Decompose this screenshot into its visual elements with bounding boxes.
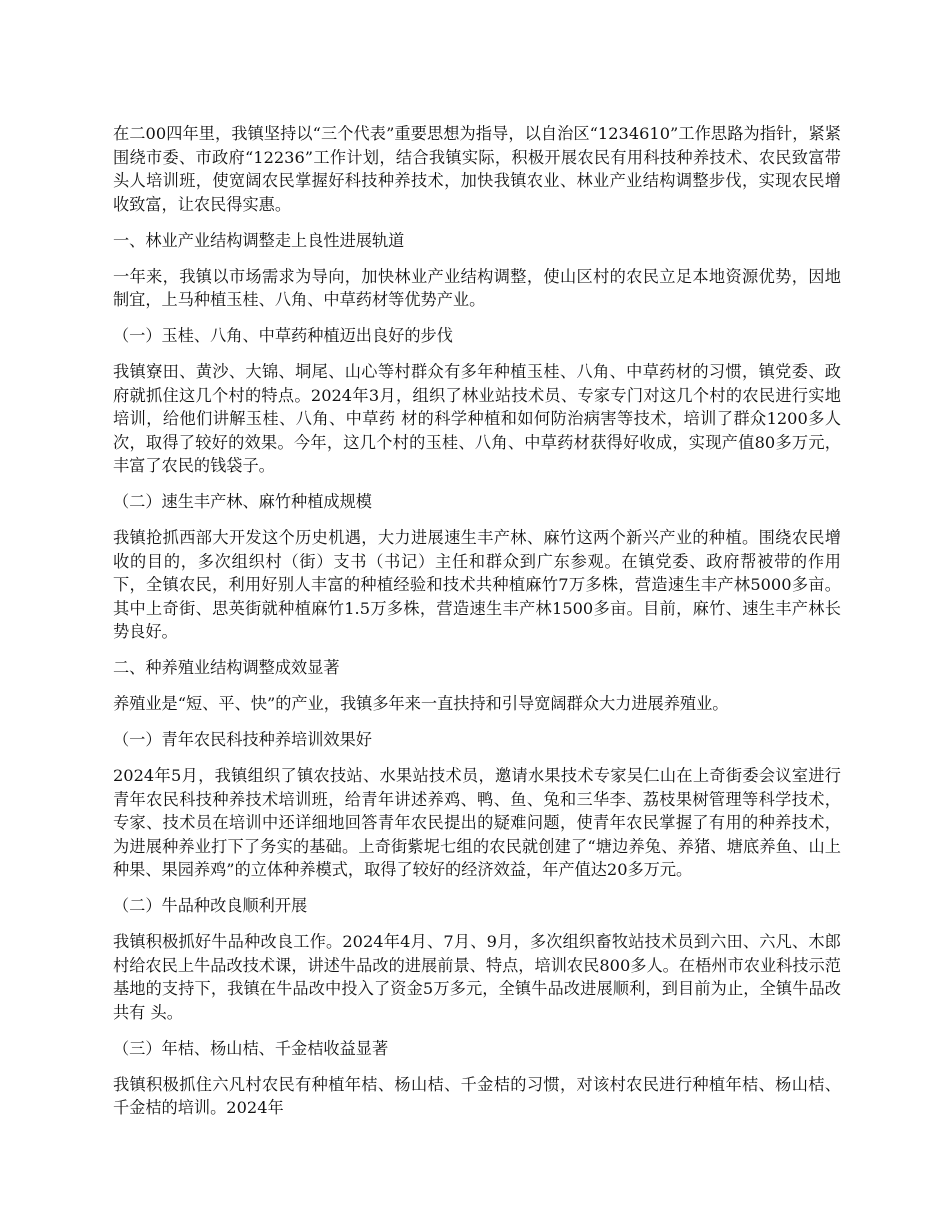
document-body (113, 122, 841, 1132)
intro-paragraph: 在二00四年里，我镇坚持以“三个代表”重要思想为指导，以自治区“1234610”工作思路为指针，紧紧围绕市委、市政府“12236”工作计划，结合我镇实际，积极开展农民有用科技种养技术、农民致富带头人培训班，使宽阔农民掌握好科技种养技术，加快我镇农业、林业产业结构调整步伐，实现农民增收致富，让农民得实惠。 (113, 124, 841, 214)
body-paragraph: 2024年5月，我镇组织了镇农技站、水果站技术员，邀请水果技术专家吴仁山在上奇街委会议室进行青年农民科技种养技术培训班，给青年讲述养鸡、鸭、鱼、兔和三华李、荔枝果树管理等科学技术，专家、技术员在培训中还详细地回答青年农民提出的疑难问题，使青年农民掌握了有用的种养技术，为进展种养业打下了务实的基础。上奇街紫坭七组的农民就创建了“塘边养兔、养猪、塘底养鱼、山上种果、果园养鸡”的立体种养模式，取得了较好的经济效益，年产值达20多万元。 (113, 766, 841, 879)
subsection-heading-cassia: （一）玉桂、八角、中草药种植迈出良好的步伐 (113, 326, 453, 345)
body-paragraph: 我镇积极抓住六凡村农民有种植年桔、杨山桔、千金桔的习惯，对该村农民进行种植年桔、杨山桔、千金桔的培训。2024年 (113, 1074, 841, 1117)
body-paragraph: 我镇积极抓好牛品种改良工作。2024年4月、7月、9月，多次组织畜牧站技术员到六田、六凡、木郎村给农民上牛品改技术课，讲述牛品改的进展前景、特点，培训农民800多人。在梧州市农业科技示范基地的支持下，我镇在牛品改中投入了资金5万多元，全镇牛品改进展顺利，到目前为止，全镇牛品改共有 头。 (113, 932, 841, 1022)
subsection-heading-youth-training: （一）青年农民科技种养培训效果好 (113, 730, 372, 749)
body-paragraph: 养殖业是“短、平、快”的产业，我镇多年来一直扶持和引导宽阔群众大力进展养殖业。 (113, 694, 729, 713)
section-heading-forestry: 一、林业产业结构调整走上良性进展轨道 (113, 230, 405, 250)
body-paragraph: 我镇抢抓西部大开发这个历史机遇，大力进展速生丰产林、麻竹这两个新兴产业的种植。围绕农民增收的目的，多次组织村（街）支书（书记）主任和群众到广东参观。在镇党委、政府帮被带的作用下，全镇农民，利用好别人丰富的种植经验和技术共种植麻竹7万多株，营造速生丰产林5000多亩。其中上奇街、思英街就种植麻竹1.5万多株，营造速生丰产林1500多亩。目前，麻竹、速生丰产林长势良好。 (113, 528, 841, 641)
section-heading-breeding: 二、种养殖业结构调整成效显著 (113, 658, 340, 677)
body-paragraph: 一年来，我镇以市场需求为导向，加快林业产业结构调整，使山区村的农民立足本地资源优势，因地制宜，上马种植玉桂、八角、中草药材等优势产业。 (113, 266, 841, 309)
body-paragraph: 我镇寮田、黄沙、大锦、垌尾、山心等村群众有多年种植玉桂、八角、中草药材的习惯，镇党委、政府就抓住这几个村的特点。2024年3月，组织了林业站技术员、专家专门对这几个村的农民进行实地培训，给他们讲解玉桂、八角、中草药 材的科学种植和如何防治病害等技术，培训了群众1200多人次，取得了较好的效果。今年，这几个村的玉桂、八角、中草药材获得好收成，实现产值80多万元，丰富了农民的钱袋子。 (113, 362, 841, 475)
subsection-heading-citrus: （三）年桔、杨山桔、千金桔收益显著 (113, 1038, 389, 1058)
subsection-heading-fast-growing-forest: （二）速生丰产林、麻竹种植成规模 (113, 492, 372, 511)
subsection-heading-cattle: （二）牛品种改良顺利开展 (113, 896, 308, 915)
